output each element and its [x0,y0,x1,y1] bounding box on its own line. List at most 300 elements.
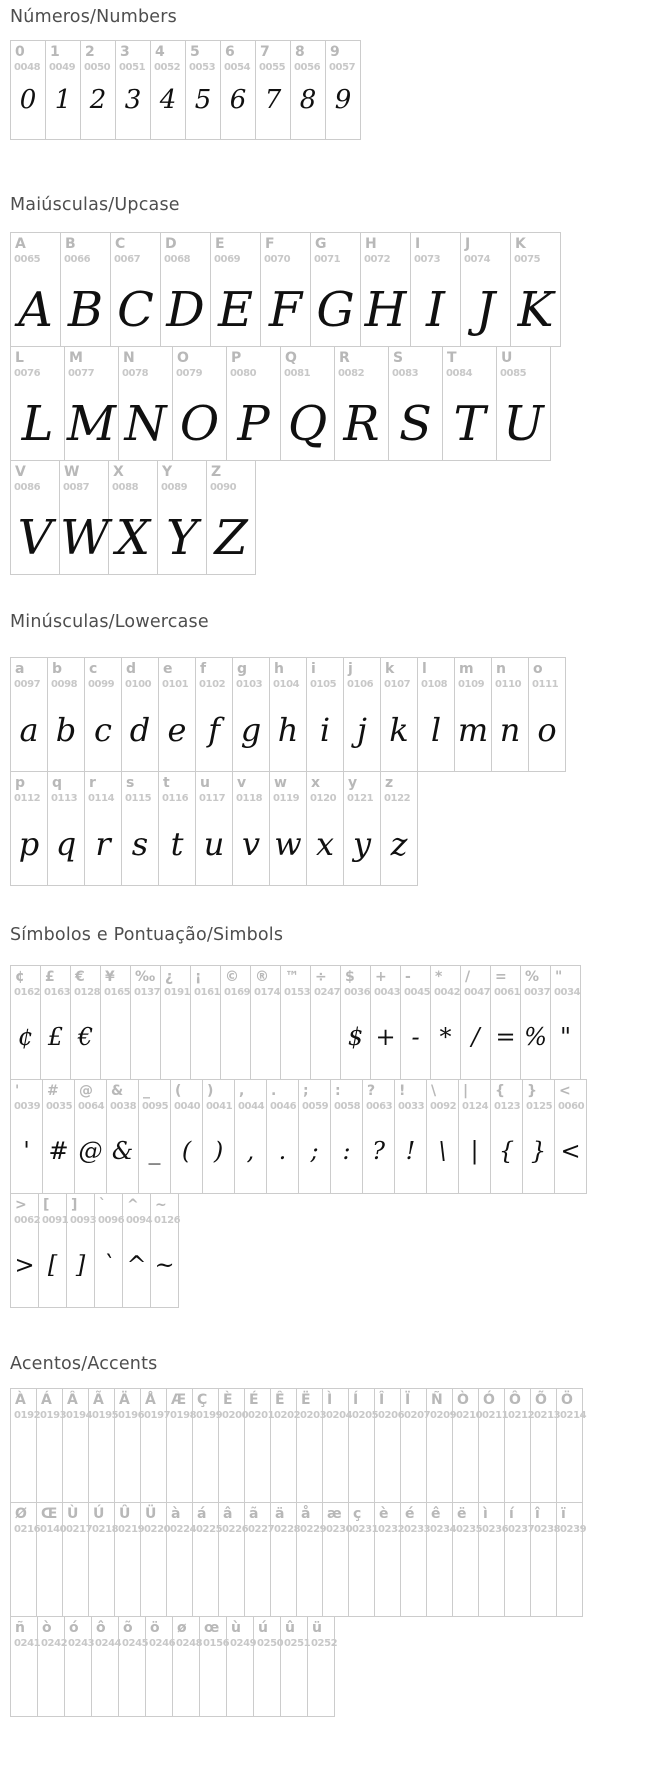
char-label: ¿ [165,969,174,985]
glyph-preview: . [278,1137,287,1165]
unicode-code-label: 0209 [430,1410,457,1421]
glyph-cell-0137 [131,966,161,1079]
char-label: l [422,661,427,677]
unicode-code-label: 0101 [162,679,189,690]
glyph-cell-0227 [245,1503,275,1616]
glyph-cell-0072 [361,233,411,346]
glyph-preview: U [503,396,544,452]
char-label: & [111,1083,124,1099]
unicode-code-label: 0058 [334,1101,361,1112]
glyph-cell-0092 [427,1080,459,1193]
unicode-code-label: 0193 [40,1410,67,1421]
glyph-cell-0252 [308,1617,338,1716]
unicode-code-label: 0196 [118,1410,145,1421]
glyph-cell-0156 [200,1617,230,1716]
glyph-cell-0056 [291,41,326,139]
char-label: D [165,236,177,252]
section-symbols [10,924,651,1308]
glyph-cell-0121 [344,772,381,885]
char-label: N [123,350,135,366]
unicode-code-label: 0088 [112,482,139,493]
char-label: , [239,1083,245,1099]
glyph-cell-0082 [335,347,389,460]
unicode-code-label: 0099 [88,679,115,690]
glyph-cell-0108 [418,658,455,771]
glyph-cell-0126 [151,1194,181,1307]
unicode-code-label: 0216 [14,1524,41,1535]
glyph-cell-0078 [119,347,173,460]
char-label: 9 [330,44,340,60]
unicode-code-label: 0059 [302,1101,329,1112]
char-label: j [348,661,353,677]
glyph-preview: ' [23,1137,30,1165]
glyph-cell-0099 [85,658,122,771]
unicode-code-label: 0245 [122,1638,149,1649]
char-label: Ô [509,1392,521,1408]
char-label: ÷ [315,969,327,985]
glyph-preview: _ [148,1137,161,1165]
char-label: B [65,236,76,252]
unicode-code-label: 0112 [14,793,41,804]
char-label: | [463,1083,469,1099]
glyph-preview: Z [214,510,248,566]
char-label: ¢ [15,969,25,985]
glyph-preview: ( [181,1137,192,1165]
char-label: ò [42,1620,52,1636]
char-label: C [115,236,126,252]
glyph-preview: " [559,1023,572,1051]
char-label: A [15,236,26,252]
unicode-code-label: 0241 [14,1638,41,1649]
glyph-preview: 7 [264,85,282,115]
glyph-cell-0057 [326,41,360,139]
section-accents [10,1353,651,1717]
glyph-cell-0140 [37,1503,67,1616]
glyph-preview: 9 [334,85,352,115]
unicode-code-label: 0074 [464,254,491,265]
glyph-preview: : [342,1137,351,1165]
unicode-code-label: 0073 [414,254,441,265]
glyph-cell-0247 [311,966,341,1079]
glyph-preview: x [315,825,335,863]
char-label: ] [71,1197,78,1213]
glyph-preview: G [316,282,355,338]
char-label: O [177,350,189,366]
unicode-code-label: 0042 [434,987,461,998]
char-label: X [113,464,124,480]
charmap-sections [10,6,651,1717]
char-label: à [171,1506,181,1522]
glyph-cell-0203 [297,1389,327,1502]
glyph-preview: i [319,711,331,749]
char-label: : [335,1083,341,1099]
char-label: d [126,661,137,677]
unicode-code-label: 0234 [430,1524,457,1535]
glyph-cell-0209 [427,1389,457,1502]
unicode-code-label: 0110 [495,679,522,690]
unicode-code-label: 0199 [196,1410,223,1421]
glyph-preview: | [470,1137,479,1165]
glyph-preview: } [530,1137,547,1165]
charmap-row [10,657,566,772]
glyph-preview: r [95,825,111,863]
glyph-cell-0079 [173,347,227,460]
char-label: Î [379,1392,385,1408]
unicode-code-label: 0237 [508,1524,535,1535]
unicode-code-label: 0230 [326,1524,353,1535]
glyph-cell-0195 [89,1389,119,1502]
char-label: # [47,1083,59,1099]
char-label: ü [312,1620,322,1636]
char-label: î [535,1506,540,1522]
char-label: ê [431,1506,441,1522]
char-label: = [495,969,507,985]
char-label: Á [41,1392,52,1408]
glyph-cell-0249 [227,1617,257,1716]
glyph-cell-0116 [159,772,196,885]
unicode-code-label: 0118 [236,793,263,804]
glyph-cell-0118 [233,772,270,885]
glyph-cell-0194 [63,1389,93,1502]
unicode-code-label: 0082 [338,368,365,379]
unicode-code-label: 0096 [98,1215,125,1226]
glyph-preview: ^ [126,1251,147,1279]
unicode-code-label: 0035 [46,1101,73,1112]
char-label: 1 [50,44,60,60]
glyph-cell-0094 [123,1194,151,1307]
char-label: { [495,1083,505,1099]
char-label: / [465,969,471,985]
unicode-code-label: 0137 [134,987,161,998]
unicode-code-label: 0047 [464,987,491,998]
unicode-code-label: 0242 [41,1638,68,1649]
glyph-cell-0110 [492,658,529,771]
glyph-preview: % [524,1023,547,1051]
glyph-preview: A [18,282,53,338]
char-label: H [365,236,377,252]
unicode-code-label: 0069 [214,254,241,265]
unicode-code-label: 0090 [210,482,237,493]
char-label: c [89,661,98,677]
unicode-code-label: 0161 [194,987,221,998]
glyph-cell-0041 [203,1080,235,1193]
unicode-code-label: 0195 [92,1410,119,1421]
glyph-preview: e [167,711,187,749]
glyph-cell-0048 [11,41,46,139]
unicode-code-label: 0066 [64,254,91,265]
char-label: Í [353,1392,359,1408]
glyph-preview: a [19,711,39,749]
char-label: é [405,1506,415,1522]
unicode-code-label: 0194 [66,1410,93,1421]
unicode-code-label: 0075 [514,254,541,265]
unicode-code-label: 0128 [74,987,101,998]
char-label: Ï [405,1392,411,1408]
unicode-code-label: 0140 [40,1524,67,1535]
char-label: ~ [155,1197,167,1213]
char-label: r [89,775,96,791]
unicode-code-label: 0063 [366,1101,393,1112]
char-label: . [271,1083,277,1099]
unicode-code-label: 0249 [230,1638,257,1649]
charmap-row [10,1502,587,1617]
unicode-code-label: 0053 [189,62,216,73]
unicode-code-label: 0056 [294,62,321,73]
glyph-cell-0055 [256,41,291,139]
char-label: ! [399,1083,406,1099]
glyph-cell-0086 [11,461,60,574]
glyph-cell-0050 [81,41,116,139]
char-label: Æ [171,1392,187,1408]
unicode-code-label: 0095 [142,1101,169,1112]
charmap-row [10,232,561,347]
section-title: Maiúsculas/Upcase [10,195,180,215]
char-label: % [525,969,540,985]
char-label: ? [367,1083,376,1099]
glyph-cell-0067 [111,233,161,346]
glyph-cell-0199 [193,1389,223,1502]
glyph-preview: / [471,1023,480,1051]
char-label: u [200,775,210,791]
unicode-code-label: 0045 [404,987,431,998]
glyph-cell-0198 [167,1389,197,1502]
glyph-preview: D [166,282,205,338]
glyph-cell-0076 [11,347,65,460]
char-label: Y [162,464,173,480]
unicode-code-label: 0109 [458,679,485,690]
unicode-code-label: 0126 [154,1215,181,1226]
unicode-code-label: 0078 [122,368,149,379]
char-label: 2 [85,44,95,60]
glyph-cell-0153 [281,966,311,1079]
unicode-code-label: 0229 [300,1524,327,1535]
char-label: V [15,464,26,480]
glyph-cell-0093 [67,1194,95,1307]
glyph-preview: z [390,825,408,863]
glyph-cell-0090 [207,461,255,574]
glyph-cell-0037 [521,966,551,1079]
char-label: ì [483,1506,488,1522]
char-label: } [527,1083,537,1099]
unicode-code-label: 0120 [310,793,337,804]
char-label: G [315,236,327,252]
char-label: ' [15,1083,20,1099]
char-label: m [459,661,474,677]
unicode-code-label: 0250 [257,1638,284,1649]
glyph-cell-0224 [167,1503,197,1616]
glyph-preview: { [498,1137,515,1165]
char-label: Œ [41,1506,58,1522]
glyph-cell-0169 [221,966,251,1079]
unicode-code-label: 0213 [534,1410,561,1421]
charmap-row [10,1079,587,1194]
glyph-preview: $ [347,1023,364,1051]
unicode-code-label: 0115 [125,793,152,804]
glyph-cell-0242 [38,1617,68,1716]
glyph-preview: 8 [299,85,317,115]
unicode-code-label: 0218 [92,1524,119,1535]
unicode-code-label: 0093 [70,1215,97,1226]
char-label: Ú [93,1506,105,1522]
glyph-preview: L [21,396,54,452]
glyph-cell-0040 [171,1080,203,1193]
unicode-code-label: 0236 [482,1524,509,1535]
unicode-code-label: 0038 [110,1101,137,1112]
charmap-row [10,771,418,886]
char-label: v [237,775,247,791]
glyph-preview: y [352,825,372,863]
unicode-code-label: 0238 [534,1524,561,1535]
glyph-cell-0073 [411,233,461,346]
glyph-preview: v [241,825,261,863]
glyph-cell-0064 [75,1080,107,1193]
char-label: Ø [15,1506,27,1522]
char-label: ö [150,1620,160,1636]
unicode-code-label: 0163 [44,987,71,998]
glyph-cell-0065 [11,233,61,346]
char-label: y [348,775,358,791]
charmap-row [10,346,551,461]
char-label: w [274,775,287,791]
glyph-cell-0235 [453,1503,483,1616]
unicode-code-label: 0207 [404,1410,431,1421]
unicode-code-label: 0049 [49,62,76,73]
glyph-cell-0033 [395,1080,427,1193]
char-label: T [447,350,457,366]
glyph-cell-0231 [349,1503,379,1616]
glyph-cell-0045 [401,966,431,1079]
char-label: Ò [457,1392,469,1408]
char-label: R [339,350,350,366]
section-title: Minúsculas/Lowercase [10,612,209,632]
unicode-code-label: 0125 [526,1101,553,1112]
char-label: æ [327,1506,342,1522]
glyph-preview: P [237,396,270,452]
char-label: ø [177,1620,187,1636]
glyph-cell-0113 [48,772,85,885]
char-label: \ [431,1083,437,1099]
section-title: Acentos/Accents [10,1354,158,1374]
unicode-code-label: 0068 [164,254,191,265]
char-label: ã [249,1506,259,1522]
char-label: z [385,775,394,791]
char-label: o [533,661,543,677]
glyph-preview: + [375,1023,396,1051]
glyph-cell-0038 [107,1080,139,1193]
char-label: ® [255,969,269,985]
char-label: h [274,661,284,677]
unicode-code-label: 0079 [176,368,203,379]
glyph-cell-0096 [95,1194,123,1307]
char-label: n [496,661,506,677]
glyph-cell-0081 [281,347,335,460]
charmap-row [10,1193,179,1308]
glyph-cell-0191 [161,966,191,1079]
glyph-cell-0230 [323,1503,353,1616]
glyph-cell-0111 [529,658,565,771]
glyph-preview: V [17,510,53,566]
glyph-preview: - [411,1023,420,1051]
char-label: À [15,1392,26,1408]
glyph-preview: 1 [54,85,72,115]
glyph-cell-0077 [65,347,119,460]
unicode-code-label: 0204 [326,1410,353,1421]
glyph-preview: d [129,711,151,749]
unicode-code-label: 0108 [421,679,448,690]
glyph-preview: ) [213,1137,224,1165]
char-label: 6 [225,44,235,60]
glyph-preview: M [66,396,117,452]
glyph-cell-0200 [219,1389,249,1502]
unicode-code-label: 0085 [500,368,527,379]
unicode-code-label: 0080 [230,368,257,379]
char-label: x [311,775,321,791]
unicode-code-label: 0094 [126,1215,153,1226]
glyph-cell-0124 [459,1080,491,1193]
glyph-preview: ¢ [17,1023,34,1051]
char-label: I [415,236,421,252]
unicode-code-label: 0106 [347,679,374,690]
char-label: ^ [127,1197,139,1213]
char-label: Ù [67,1506,79,1522]
glyph-cell-0091 [39,1194,67,1307]
glyph-cell-0162 [11,966,41,1079]
unicode-code-label: 0060 [558,1101,585,1112]
unicode-code-label: 0224 [170,1524,197,1535]
char-label: Å [145,1392,156,1408]
unicode-code-label: 0211 [482,1410,509,1421]
glyph-cell-0089 [158,461,207,574]
glyph-preview: 4 [159,85,177,115]
char-label: 7 [260,44,270,60]
glyph-preview: = [495,1023,516,1051]
char-label: á [197,1506,207,1522]
char-label: 0 [15,44,25,60]
unicode-code-label: 0219 [118,1524,145,1535]
glyph-cell-0125 [523,1080,555,1193]
char-label: û [285,1620,295,1636]
unicode-code-label: 0065 [14,254,41,265]
char-label: Ó [483,1392,495,1408]
unicode-code-label: 0247 [314,987,341,998]
unicode-code-label: 0105 [310,679,337,690]
char-label: Ã [93,1392,104,1408]
glyph-preview: f [208,711,220,749]
glyph-cell-0196 [115,1389,145,1502]
unicode-code-label: 0226 [222,1524,249,1535]
glyph-preview: [ [47,1251,58,1279]
glyph-preview: H [364,282,407,338]
glyph-cell-0229 [297,1503,327,1616]
unicode-code-label: 0116 [162,793,189,804]
unicode-code-label: 0077 [68,368,95,379]
glyph-preview: 0 [19,85,37,115]
glyph-cell-0214 [557,1389,587,1502]
glyph-preview: s [131,825,149,863]
unicode-code-label: 0122 [384,793,411,804]
unicode-code-label: 0198 [170,1410,197,1421]
unicode-code-label: 0169 [224,987,251,998]
char-label: ô [96,1620,106,1636]
char-label: â [223,1506,233,1522]
glyph-cell-0161 [191,966,221,1079]
unicode-code-label: 0061 [494,987,521,998]
glyph-cell-0165 [101,966,131,1079]
glyph-cell-0212 [505,1389,535,1502]
unicode-code-label: 0252 [311,1638,338,1649]
unicode-code-label: 0220 [144,1524,171,1535]
char-label: + [375,969,387,985]
